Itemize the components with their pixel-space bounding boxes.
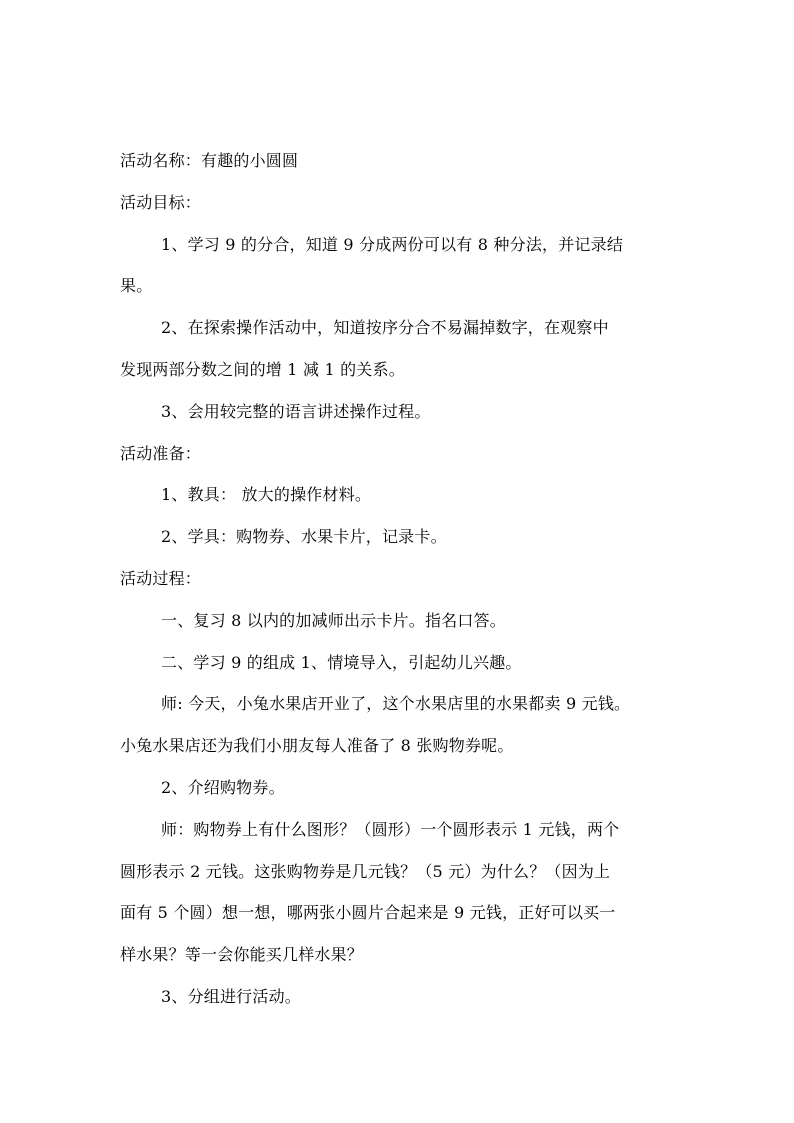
process-substep-3-line: 3、分组进行活动。 — [161, 986, 301, 1006]
goal-1-line-1: 1、学习 9 的分合，知道 9 分成两份可以有 8 种分法，并记录结 — [161, 234, 624, 254]
teacher-dialogue-2-line-4: 样水果？等一会你能买几样水果？ — [120, 945, 364, 965]
goal-1-line-2: 果。 — [120, 276, 153, 296]
goal-3-line: 3、会用较完整的语言讲述操作过程。 — [161, 401, 431, 421]
teacher-dialogue-1-line-1: 师: 今天，小兔水果店开业了，这个水果店里的水果都卖 9 元钱。 — [161, 694, 631, 714]
activity-process-heading: 活动过程： — [120, 568, 202, 588]
activity-goals-heading: 活动目标： — [120, 192, 202, 212]
process-step-2-line: 二、学习 9 的组成 1、情境导入，引起幼儿兴趣。 — [161, 652, 522, 672]
teacher-dialogue-2-line-1: 师：购物券上有什么图形？（圆形）一个圆形表示 1 元钱，两个 — [161, 819, 620, 839]
process-step-1-line: 一、复习 8 以内的加减师出示卡片。指名口答。 — [161, 610, 506, 630]
process-substep-2-line: 2、介绍购物券。 — [161, 777, 285, 797]
activity-preparation-heading: 活动准备： — [120, 443, 202, 463]
prep-1-line: 1、教具： 放大的操作材料。 — [161, 485, 372, 505]
teacher-dialogue-2-line-3: 面有 5 个圆）想一想，哪两张小圆片合起来是 9 元钱，正好可以买一 — [120, 903, 616, 923]
goal-2-line-2: 发现两部分数之间的增 1 减 1 的关系。 — [120, 359, 405, 379]
teacher-dialogue-1-line-2: 小兔水果店还为我们小朋友每人准备了 8 张购物券呢。 — [120, 736, 514, 756]
activity-name-line: 活动名称：有趣的小圆圆 — [120, 151, 299, 170]
document-body — [120, 140, 680, 1018]
prep-2-line: 2、学具：购物券、水果卡片，记录卡。 — [161, 527, 447, 547]
goal-2-line-1: 2、在探索操作活动中，知道按序分合不易漏掉数字，在观察中 — [161, 318, 609, 338]
teacher-dialogue-2-line-2: 圆形表示 2 元钱。这张购物券是几元钱？（5 元）为什么？（因为上 — [120, 861, 611, 881]
